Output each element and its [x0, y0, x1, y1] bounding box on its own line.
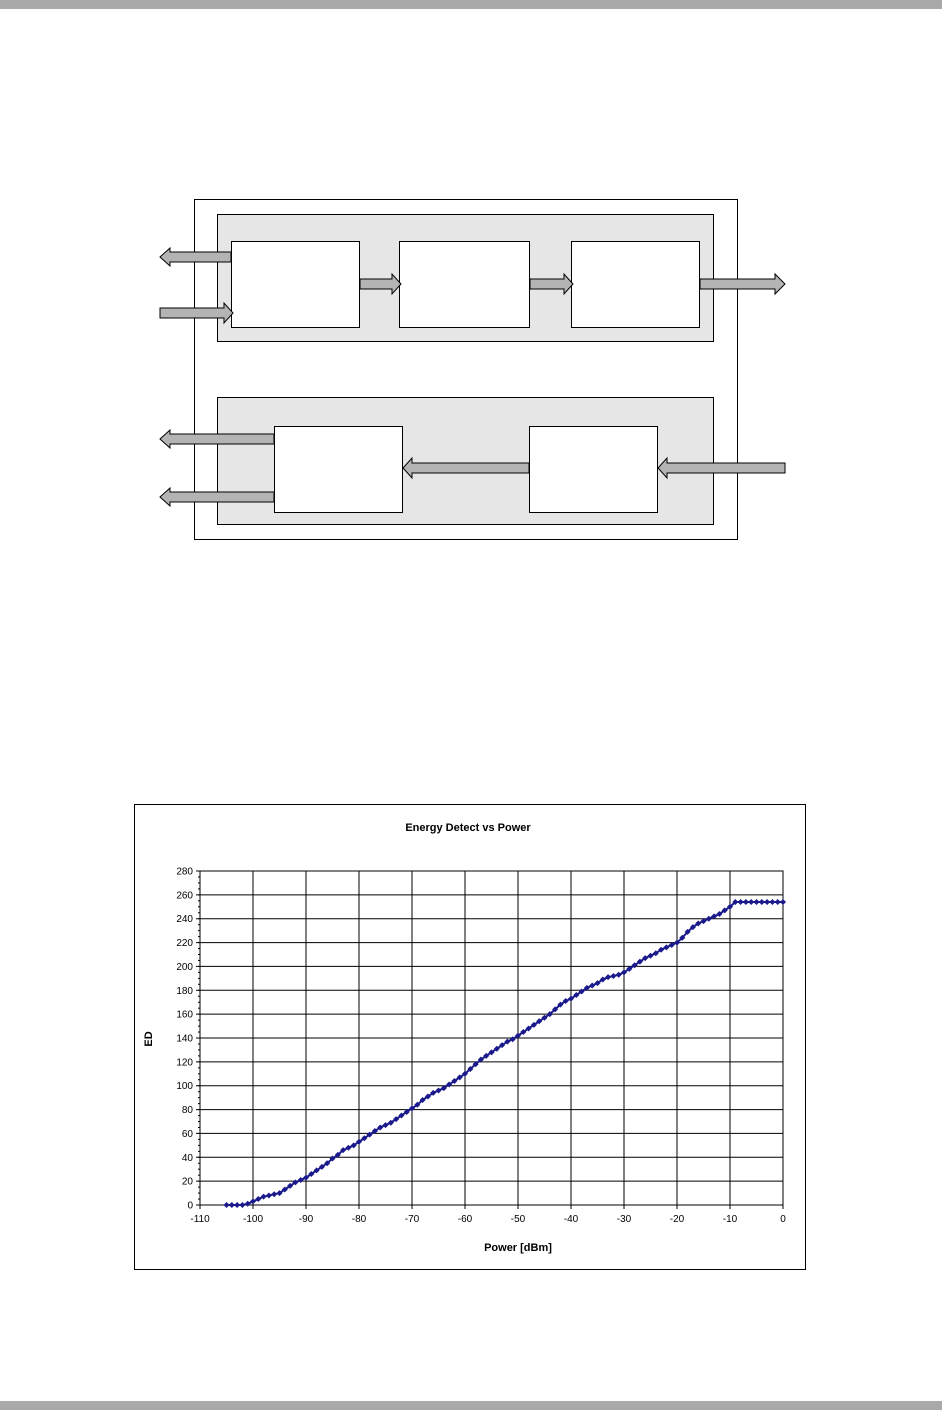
x-tick-label: -50	[510, 1214, 526, 1225]
y-tick-label: 240	[176, 914, 193, 926]
y-tick-label: 80	[181, 1105, 193, 1117]
x-tick-label: -80	[351, 1214, 367, 1225]
tx-block-3	[572, 242, 700, 328]
tx-block-2	[400, 242, 530, 328]
y-tick-label: 0	[187, 1200, 193, 1212]
tx-block-1	[232, 242, 360, 328]
y-tick-label: 140	[176, 1033, 193, 1045]
y-tick-label: 200	[176, 961, 193, 973]
x-axis-label: Power [dBm]	[484, 1242, 552, 1254]
x-tick-label: -70	[404, 1214, 420, 1225]
rx-block-1	[275, 427, 403, 513]
y-tick-label: 20	[181, 1176, 193, 1188]
y-tick-label: 260	[176, 890, 193, 902]
x-tick-label: -90	[298, 1214, 314, 1225]
y-tick-label: 280	[176, 866, 193, 878]
y-tick-label: 220	[176, 938, 193, 950]
bottom-rule	[0, 1401, 942, 1410]
y-tick-label: 40	[181, 1152, 193, 1164]
y-tick-label: 60	[181, 1128, 193, 1140]
x-tick-label: -20	[669, 1214, 685, 1225]
x-tick-label: -100	[242, 1214, 264, 1225]
x-tick-label: -40	[563, 1214, 579, 1225]
x-tick-label: -10	[722, 1214, 738, 1225]
energy-detect-chart	[135, 805, 805, 1269]
y-tick-label: 100	[176, 1081, 193, 1093]
x-tick-label: 0	[780, 1214, 786, 1225]
block-diagram	[0, 0, 942, 600]
y-axis-label: ED	[143, 1031, 155, 1047]
rx-block-2	[530, 427, 658, 513]
chart-frame	[134, 804, 806, 1270]
chart-title: Energy Detect vs Power	[405, 822, 531, 834]
y-tick-label: 120	[176, 1057, 193, 1069]
x-tick-label: -30	[616, 1214, 632, 1225]
y-tick-label: 180	[176, 985, 193, 997]
y-tick-label: 160	[176, 1009, 193, 1021]
x-tick-label: -110	[190, 1214, 210, 1225]
x-tick-label: -60	[457, 1214, 473, 1225]
grid	[196, 871, 783, 1209]
